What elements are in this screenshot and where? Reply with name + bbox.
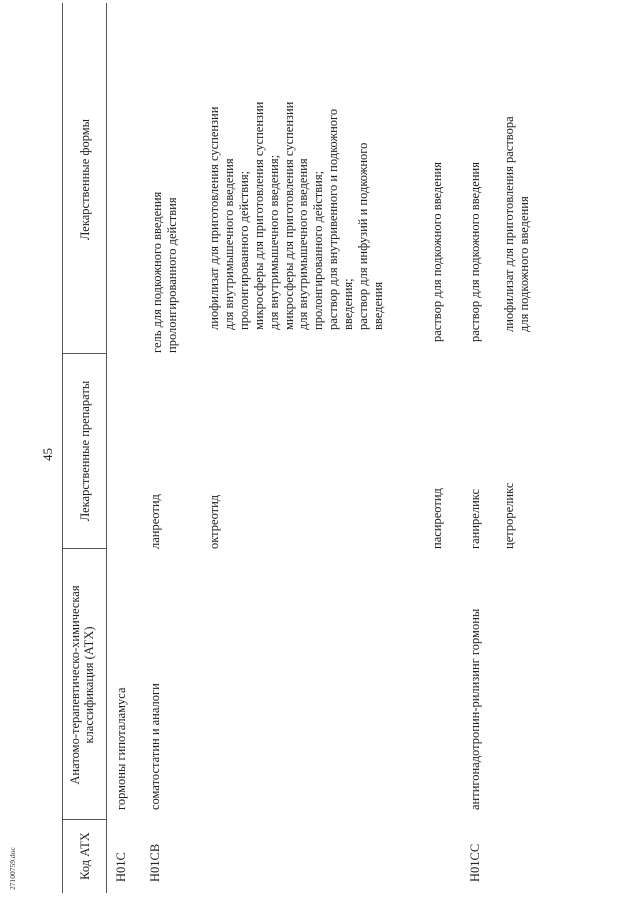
form-line: для внутримышечного введения; (266, 154, 281, 330)
form-line: раствор для подкожного введения (468, 162, 482, 342)
form-line: введения (370, 281, 385, 330)
row-classification-h01cb: соматостатин и аналоги (148, 683, 162, 810)
row-drug-pasireotide: пасиреотид (430, 488, 444, 549)
header-divider-1 (62, 819, 107, 820)
row-forms-octreotide (207, 5, 386, 330)
form-line: раствор для инфузий и подкожного (356, 142, 371, 330)
form-line: гель для подкожного введения (150, 191, 164, 353)
header-divider-3 (62, 353, 107, 354)
form-line: пролонгированного действия; (311, 170, 326, 330)
row-classification-h01cc: антигонадотропин-рилизинг гормоны (468, 608, 482, 810)
document-reference: 27100759.doc (8, 847, 17, 890)
row-forms-lanreotide (150, 13, 180, 353)
row-drug-octreotide: октреотид (207, 494, 221, 549)
row-forms-pasireotide (430, 7, 445, 342)
row-classification-h01c: гормоны гипоталамуса (114, 687, 128, 810)
form-line: лиофилизат для приготовления раствора (502, 116, 516, 332)
form-line: раствор для подкожного введения (430, 162, 444, 342)
form-line: пролонгированного действия (165, 197, 179, 353)
header-divider-2 (62, 548, 107, 549)
header-drugs: Лекарственные препараты (78, 380, 92, 522)
form-line: пролонгированного действия; (236, 170, 251, 330)
header-forms: Лекарственные формы (78, 118, 92, 241)
row-forms-ganirelix (468, 7, 483, 342)
page-number: 45 (40, 448, 55, 461)
form-line: раствор для внутривенного и подкожного (326, 108, 341, 330)
row-code-h01c: H01C (114, 852, 128, 882)
header-code: Код АТХ (78, 832, 92, 880)
form-line: введения; (341, 278, 356, 330)
form-line: микросферы для приготовления суспензии (281, 101, 296, 330)
header-top-border (62, 3, 63, 893)
row-drug-cetrorelix: цетрореликс (502, 482, 516, 549)
form-line: для подкожного введения (517, 196, 531, 332)
row-forms-cetrorelix (502, 7, 532, 332)
row-drug-ganirelix: ганиреликс (468, 488, 482, 549)
header-bottom-border (106, 3, 107, 893)
row-drug-lanreotide: ланреотид (148, 494, 162, 549)
header-classification: Анатомо-терапевтическо-химическая классификация (АТХ) (68, 585, 96, 785)
form-line: для внутримышечного введения (296, 158, 311, 330)
row-code-h01cc: H01CC (468, 843, 482, 882)
form-line: лиофилизат для приготовления суспензии (207, 106, 221, 330)
form-line: микросферы для приготовления суспензии (251, 101, 266, 330)
form-line: для внутримышечного введения (221, 158, 236, 330)
row-code-h01cb: H01CB (148, 843, 162, 882)
